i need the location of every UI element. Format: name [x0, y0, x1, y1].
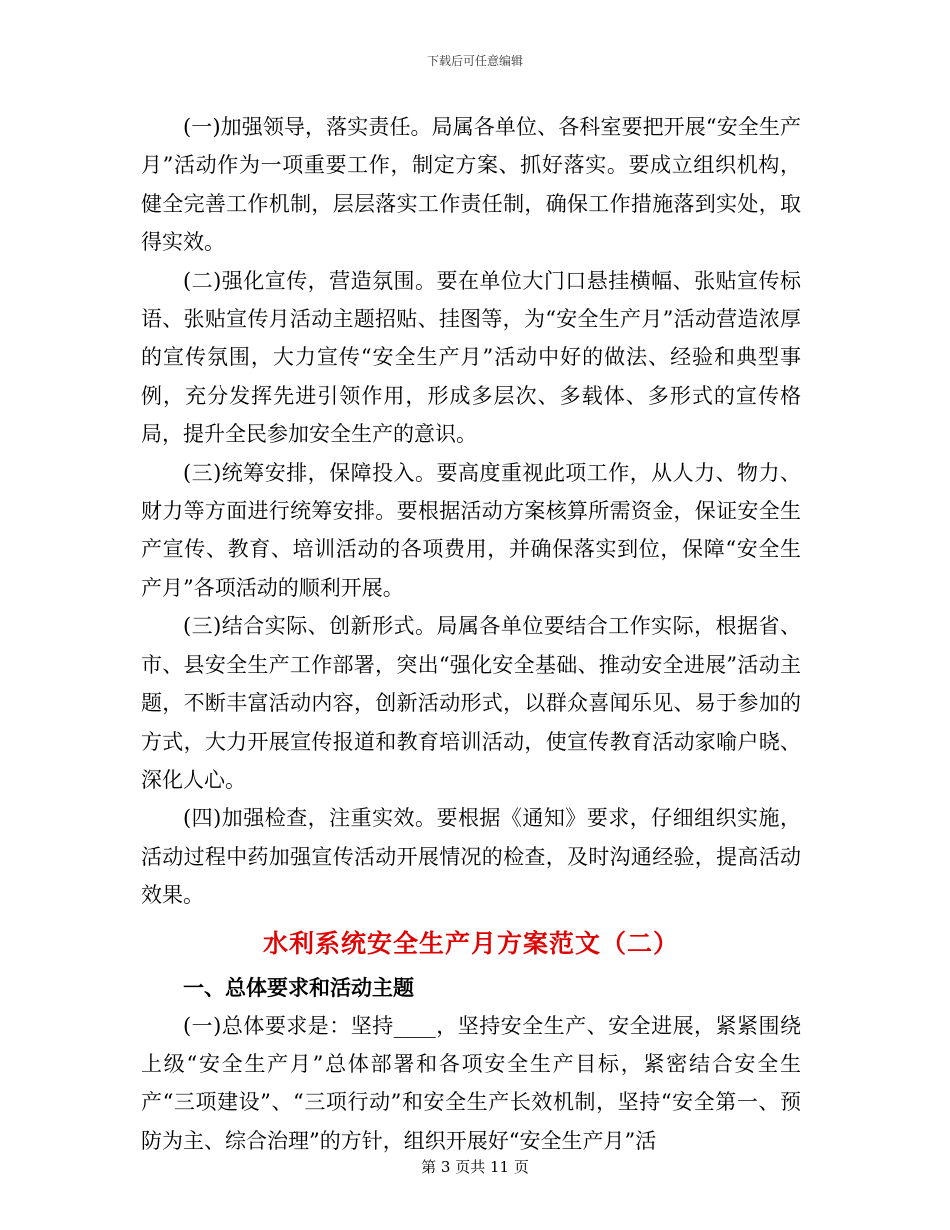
paragraph-innovation: (三)结合实际、创新形式。局属各单位要结合工作实际，根据省、市、县安全生产工作部署，突出“强化安全基础、推动安全进展”活动主题，不断丰富活动内容，创新活动形式，以群众喜闻乐见、易于参加的方式，大力开展宣传报道和教育培训活动，使宣传教育活动家喻户晓、深化人心。 [141, 614, 801, 792]
paragraph-inspection: (四)加强检查，注重实效。要根据《通知》要求，仔细组织实施，活动过程中药加强宣传活动开展情况的检查，及时沟通经验，提高活动效果。 [141, 806, 801, 908]
document-body [141, 108, 801, 1160]
section-title: 水利系统安全生产月方案范文（二） [262, 928, 679, 958]
paragraph-overall-planning: (三)统筹安排，保障投入。要高度重视此项工作，从人力、物力、财力等方面进行统筹安排。要根据活动方案核算所需资金，保证安全生产宣传、教育、培训活动的各项费用，并确保落实到位，保障“安全生产月”各项活动的顺利开展。 [141, 460, 801, 600]
page-header: 下载后可任意编辑 [426, 54, 523, 68]
page-footer: 第 3 页共 11 页 [421, 1158, 529, 1176]
paragraph-overall-requirements: (一)总体要求是：坚持____，坚持安全生产、安全进展，紧紧围绕上级“安全生产月”总体部署和各项安全生产目标，紧密结合安全生产“三项建设”、“三项行动”和安全生产长效机制，坚持“安全第一、预防为主、综合治理”的方针，组织开展好“安全生产月”活 [141, 1013, 801, 1153]
paragraph-publicity: (二)强化宣传，营造氛围。要在单位大门口悬挂横幅、张贴宣传标语、张贴宣传月活动主题招贴、挂图等，为“安全生产月”活动营造浓厚的宣传氛围，大力宣传“安全生产月”活动中好的做法、经验和典型事例，充分发挥先进引领作用，形成多层次、多载体、多形式的宣传格局，提升全民参加安全生产的意识。 [141, 268, 801, 447]
paragraph-strengthen-leadership: (一)加强领导，落实责任。局属各单位、各科室要把开展“安全生产月”活动作为一项重要工作，制定方案、抓好落实。要成立组织机构，健全完善工作机制，层层落实工作责任制，确保工作措施落到实处，取得实效。 [141, 115, 801, 255]
subheading: 一、总体要求和活动主题 [183, 975, 414, 1000]
